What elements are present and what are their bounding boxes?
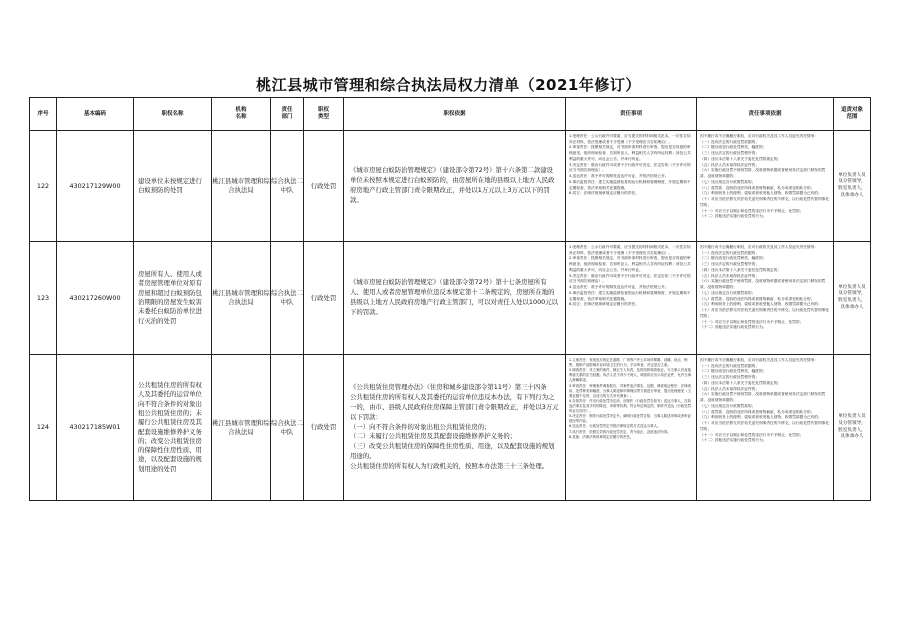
row-basis: 《公共租赁住房管理办法》（住房和城乡建设部令第11号）第三十四条 公共租赁住房的所有权人及其委托的运营单位违反本办法，有下列行为之一的，由市、县级人民政府住房保障主管部门责令限期改正，并处以3万元以下罚款： （一）向不符合条件的对象出租公共租赁住房的； （二）未履行公共租赁住房及其配套设施维修养护义务的； （三）改变公共租赁住房的保障性住房性质、用途，以及配套设施的规划用途的。 公共租赁住房的所有权人为行政机关的，按照本办法第三十三条处理。	[344, 355, 566, 501]
row-org: 桃江县城市管理和综合执法局	[212, 355, 271, 501]
table-header-row	[30, 98, 871, 131]
row-type: 行政处罚	[304, 355, 344, 501]
row-target: 单位负责人员及分管领导，股室负责人，具体承办人	[834, 242, 871, 355]
row-basis: 《城市房屋白蚁防治管理规定》（建设部令第72号）第十七条房屋所有人、使用人或者房屋管理单位违反本规定第十二条规定的，房屋所在地的县级以上地方人民政府房地产行政主管部门，可以对责任人处以1000元以下的罚款。	[344, 242, 566, 355]
row-dept: 综合执法二中队	[271, 131, 304, 242]
header-seq: 序号	[30, 98, 57, 131]
row-duty-basis: 因不履行或不正确履行职权，应对行政机关及其工作人员追究责任情形： （一）没有法定的行政处罚依据的； （二）擅自改变行政处罚种类、幅度的； （三）违反法定的行政处罚程序的； （四）违反本法第十八条关于委托处罚的规定的； （五）执法人员未取得执法证件的； （六）实施行政处罚不使用罚款、没收财物单据或者使用非法定部门制发的罚款、没收财物单据的； （七）违反规定自行收缴罚款的； （八）将罚款、没收的违法所得或者财物截留、私分或者变相私分的； （九）利用职务上的便利，索取或者收受他人财物、收缴罚款据为己有的； （十）对应当依法移交司法机关追究刑事责任的不移交，以行政处罚代替刑事处罚的； （十一）对应当予以制止和处罚的违法行为不予制止、处罚的； （十二）其他违法实施行政处罚的行为。	[697, 131, 834, 242]
header-duties: 责任事项	[566, 98, 697, 131]
row-seq: 122	[30, 131, 57, 242]
row-org: 桃江县城市管理和综合执法局	[212, 131, 271, 242]
row-type: 行政处罚	[304, 242, 344, 355]
row-basis: 《城市房屋白蚁防治管理规定》（建设部令第72号）第十六条第二款建设单位未按照本规定进行白蚁预防的，由房屋所在地的县级以上地方人民政府房地产行政主管部门责令限期改正，并处以1万元以上3万元以下的罚款。	[344, 131, 566, 242]
header-duty-basis: 责任事项依据	[697, 98, 834, 131]
header-code: 基本编码	[57, 98, 134, 131]
row-seq: 123	[30, 242, 57, 355]
row-duty-basis: 因不履行或不正确履行职权，应对行政机关及其工作人员追究责任情形： （一）没有法定的行政处罚依据的； （二）擅自改变行政处罚种类、幅度的； （三）违反法定的行政处罚程序的； （四）违反本法第十八条关于委托处罚的规定的； （五）执法人员未取得执法证件的； （六）实施行政处罚不使用罚款、没收财物单据或者使用非法定部门制发的罚款、没收财物单据的； （七）违反规定自行收缴罚款的； （八）将罚款、没收的违法所得或者财物截留、私分或者变相私分的； （九）利用职务上的便利，索取或者收受他人财物、收缴罚款据为己有的； （十）对应当依法移交司法机关追究刑事责任的不移交，以行政处罚代替刑事处罚的； （十一）对应当予以制止和处罚的违法行为不予制止、处罚的； （十二）其他违法实施行政处罚的行为。	[697, 355, 834, 501]
row-duties: 1.受理责任：公示行政许可要素，应当提交的材料和格式范本，一次性告知补正材料，依法受理或者不予受理（不予受理应当告知理由）。 2.审查责任：按照相关规定，对书面申请材料进行审查，提出是否同意的审核意见，组织现场检查、告知听证人、利益相关人享有听证权利；涉及公共利益的重大许可，向社会公告，并举行听证。 3.决定责任：做出行政许可或者不予行政许可决定，法定告知（不予许可的应当书面告知理由）。 4.送达责任：准予许可的制发送达许可证，并依法依规公开。 5.事后监管责任：建立实施监督检查的运行机制和管理制度，开展定期和不定期检查，依法采取相关处置措施。 6.其它：法律法规规章规定应履行的责任。	[566, 131, 697, 242]
header-basis: 职权依据	[344, 98, 566, 131]
table-row	[30, 242, 871, 355]
header-name: 职权名称	[134, 98, 212, 131]
row-dept: 综合执法二中队	[271, 355, 304, 501]
header-org: 机构 名称	[212, 98, 271, 131]
table-row	[30, 355, 871, 501]
row-seq: 124	[30, 355, 57, 501]
row-code: 430217260W00	[57, 242, 134, 355]
document-title: 桃江县城市管理和综合执法局权力清单（2021年修订）	[256, 76, 641, 94]
power-list-table	[29, 97, 871, 501]
row-org: 桃江县城市管理和综合执法局	[212, 242, 271, 355]
row-power-name: 房屋所有人、使用人或者房屋管理单位对原有房屋和超过白蚁预防包治期限的房屋发生蚁害未委托白蚁防治单位进行灭治的处罚	[134, 242, 212, 355]
row-power-name: 建设单位未按规定进行白蚁预防的处罚	[134, 131, 212, 242]
header-dept: 责任 部门	[271, 98, 304, 131]
row-code: 430217185W01	[57, 355, 134, 501]
row-dept: 综合执法二中队	[271, 242, 304, 355]
table-row	[30, 131, 871, 242]
row-duties: 1.立案责任：发现违反规定在道路、广场等户外公共场所摆摊、设摊、设点、销售、推销产品影响市容环境卫生的行为，予以审查，决定是否立案。 2.调查责任：对立案的案件，制定专人负责，及时组织调查取证，与当事人有直接利害关系的应当回避。执法人员不得少于两人，调查时应出示执法证件，允许当事人辩解陈述。 3.审查责任：审理案件调查报告，对案件违法事实、证据、调查取证程序、法律适用、处罚种类和幅度、当事人陈述和申辩理由等方面进行审查，提出处理意见（主要证据不足时，以适当的方式补充调查）。 4.告知责任：作出行政处罚决定前，应制作《行政处罚告知书》送达当事人，告知违法事实及其享有的陈述、申辩等权利。符合听证规定的，制作并送达《行政处罚听证告知书》。 5.决定责任：制作行政处罚决定书，载明行政处罚告知、当事人陈述申辩或者听证情况等内容。 6.送达责任：行政处罚决定书按法律规定的方式送达当事人。 7.执行责任：依照生效的行政处罚决定，责令改正、没收违法所得。 8.其他：法律法规规章规定应履行的责任。	[566, 355, 697, 501]
row-duty-basis: 因不履行或不正确履行职权，应对行政机关及其工作人员追究责任情形： （一）没有法定的行政处罚依据的； （二）擅自改变行政处罚种类、幅度的； （三）违反法定的行政处罚程序的； （四）违反本法第十八条关于委托处罚的规定的； （五）执法人员未取得执法证件的； （六）实施行政处罚不使用罚款、没收财物单据或者使用非法定部门制发的罚款、没收财物单据的； （七）违反规定自行收缴罚款的； （八）将罚款、没收的违法所得或者财物截留、私分或者变相私分的； （九）利用职务上的便利，索取或者收受他人财物、收缴罚款据为己有的； （十）对应当依法移交司法机关追究刑事责任的不移交，以行政处罚代替刑事处罚的； （十一）对应当予以制止和处罚的违法行为不予制止、处罚的； （十二）其他违法实施行政处罚的行为。	[697, 242, 834, 355]
row-target: 单位负责人员及分管领导，股室负责人，具体承办人	[834, 355, 871, 501]
row-target: 单位负责人员及分管领导，股室负责人，具体承办人	[834, 131, 871, 242]
header-type: 职权 类型	[304, 98, 344, 131]
row-type: 行政处罚	[304, 131, 344, 242]
row-code: 430217129W00	[57, 131, 134, 242]
row-duties: 1.受理责任：公示行政许可要素，应当提交的材料和格式范本，一次性告知补正材料，依法受理或者不予受理（不予受理应当告知理由）。 2.审查责任：按照相关规定，对书面申请材料进行审查，提出是否同意的审核意见，组织现场检查、告知听证人、利益相关人享有听证权利；涉及公共利益的重大许可，向社会公告，并举行听证。 3.决定责任：做出行政许可或者不予行政许可决定，法定告知（不予许可的应当书面告知理由）。 4.送达责任：准予许可的制发送达许可证，并依法依规公开。 5.事后监管责任：建立实施监督检查的运行机制和管理制度，开展定期和不定期检查，依法采取相关处置措施。 6.其它：法律法规规章规定应履行的责任。	[566, 242, 697, 355]
header-target: 追责对象 范围	[834, 98, 871, 131]
row-power-name: 公共租赁住房的所有权人及其委托的运营单位向不符合条件的对象出租公共租赁住房的；未履行公共租赁住房及其配套设施维修养护义务的；改变公共租赁住房的保障性住房性质、用途，以及配套设施的规划用途的处罚	[134, 355, 212, 501]
